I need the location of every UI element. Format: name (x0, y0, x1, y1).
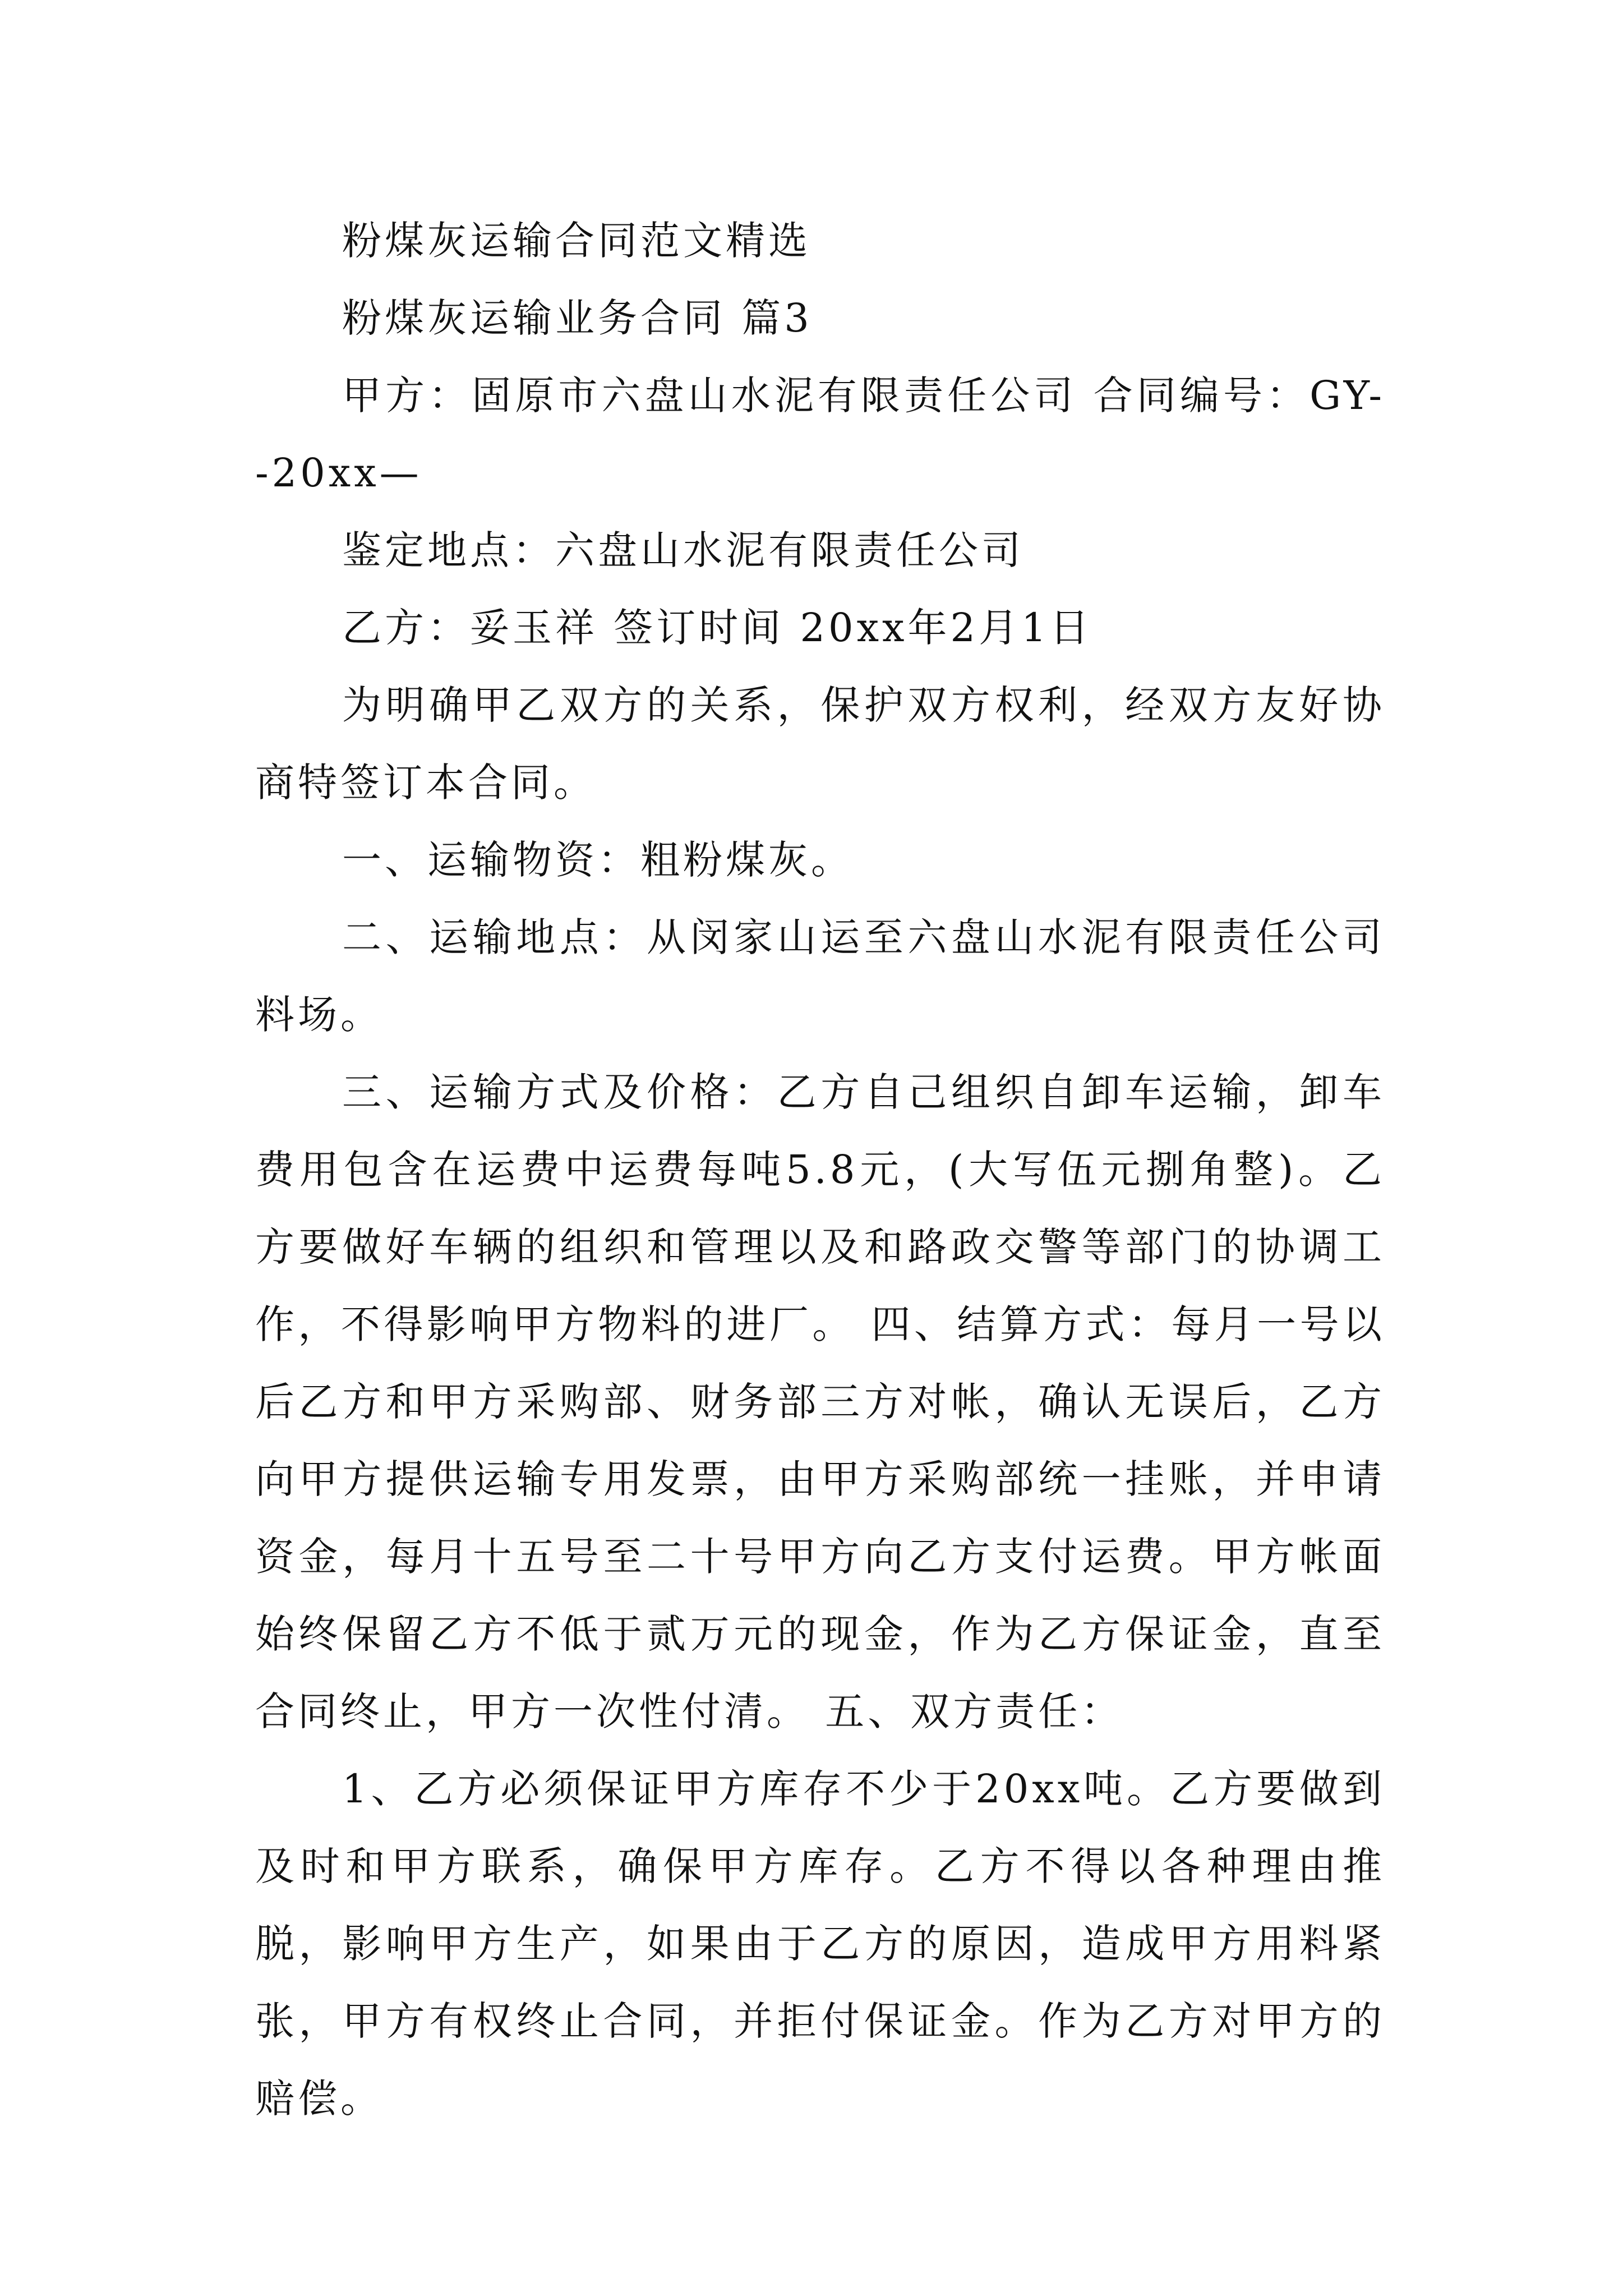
clause-responsibility-1: 1、乙方必须保证甲方库存不少于20xx吨。乙方要做到及时和甲方联系，确保甲方库存。乙方不得以各种理由推脱，影响甲方生产，如果由于乙方的原因，造成甲方用料紧张，甲方有权终止合同，并拒付保证金。作为乙方对甲方的赔偿。 (255, 1766, 1385, 2122)
location-line: 鉴定地点：六盘山水泥有限责任公司 (342, 527, 1024, 573)
contract-subtitle: 粉煤灰运输业务合同 篇3 (342, 295, 813, 341)
preamble-paragraph: 为明确甲乙双方的关系，保护双方权利，经双方友好协商特签订本合同。 (255, 682, 1385, 806)
document-body (255, 202, 1385, 2137)
party-b-line: 乙方：妥玉祥 签订时间 20xx年2月1日 (342, 605, 1092, 651)
clause-location: 二、运输地点：从闵家山运至六盘山水泥有限责任公司料场。 (255, 914, 1385, 1038)
party-a-line: 甲方：固原市六盘山水泥有限责任公司 合同编号：GY--20xx— (255, 372, 1385, 496)
clause-goods: 一、运输物资：粗粉煤灰。 (342, 837, 854, 883)
document-title: 粉煤灰运输合同范文精选 (342, 218, 811, 264)
clause-method-price: 三、运输方式及价格：乙方自己组织自卸车运输，卸车费用包含在运费中运费每吨5.8元，(大写伍元捌角整)。乙方要做好车辆的组织和管理以及和路政交警等部门的协调工作，不得影响甲方物料的进厂。 四、结算方式：每月一号以后乙方和甲方采购部、财务部三方对帐，确认无误后，乙方向甲方提供运输专用发票，由甲方采购部统一挂账，并申请资金，每月十五号至二十号甲方向乙方支付运费。甲方帐面始终保留乙方不低于贰万元的现金，作为乙方保证金，直至合同终止，甲方一次性付清。 五、双方责任： (255, 1069, 1385, 1734)
